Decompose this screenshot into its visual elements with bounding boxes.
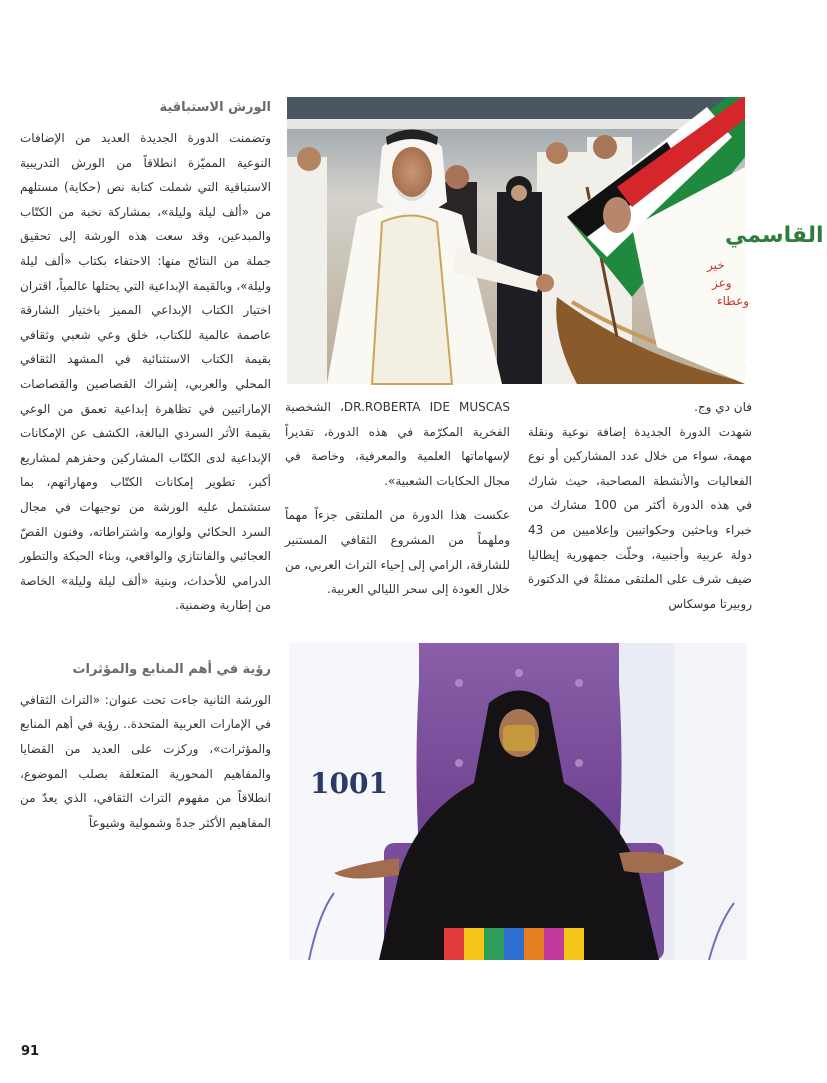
- paragraph-honoree: DR.ROBERTA IDE MUSCAS، الشخصية الفخرية المكرّمة في هذه الدورة، تقديراً لإسهاماتها العلمية والمعرفية، وخاصة في مجال الحكايات الشعبية».: [285, 400, 511, 488]
- paragraph-vision: الورشة الثانية جاءت تحت عنوان: «التراث الثقافي في الإمارات العربية المتحدة.. رؤية في أهم المنابع والمؤثرات»، وركزت على العديد من القضايا والمفاهيم المحورية المتعلقة بصلب الموضوع، انطلاقاً من مفهوم التراث الثقافي، الذي يعدّ من المفاهيم الأكثر جدةً وشمولية وشيوعاً: [20, 692, 271, 830]
- page-number: 91: [21, 1044, 40, 1059]
- flag-text-sub2: وعز: [712, 276, 732, 290]
- section-heading-workshops: الورش الاستباقية: [159, 100, 271, 115]
- banner-logo: 1001: [310, 767, 388, 800]
- paragraph-continuation: فان دي وج.: [694, 400, 752, 414]
- paragraph-reflection: عكست هذا الدورة من الملتقى جزءاً مهماً وملهماً من المشروع الثقافي المستنير للشارقة، الرامي إلى إحياء التراث العربي، من خلال العودة إلى سحر الليالي العربية.: [285, 508, 510, 597]
- text-column-left: [528, 395, 752, 616]
- paragraph-new-session: شهدت الدورة الجديدة إضافة نوعية ونقلة مهمة، سواء من خلال عدد المشاركين أو نوع الفعاليات والأنشطة المصاحبة، حيث شارك في هذه الدورة أكثر من 100 مشارك من خبراء وباحثين وحكواتيين وإعلاميين من 43 دولة عربية وأجنبية، وحلّت جمهورية إيطاليا ضيف شرف على الملتقى ممثلةً في الدكتورة روبيرتا موسكاس: [528, 424, 752, 611]
- section-heading-vision: رؤية في أهم المنابع والمؤثرات: [72, 661, 271, 677]
- flag-text-sub3: وعطاء: [717, 294, 750, 308]
- paragraph-workshops: وتضمنت الدورة الجديدة العديد من الإضافات النوعية المميّزة انطلاقاً من الورش التدريبية الاستباقية التي شملت كتابة نص (حكاية) مستلهم من «ألف ليلة وليلة»، بمشاركة نخبة من الكتّاب والمبدعين، وقد سعت هذه الورشة إلى تحقيق جملة من النتائج منها: الاحتفاء بكتاب «ألف ليلة وليلة»، وبالقيمة الإبداعية التي يحتلها عالمياً، اقتران اختيار الكتاب الإبداعي المميز باختيار الشارقة عاصمة عالمية للكتاب، خلق وعي شعبي وثقافي بقيمة الكتاب الاستثنائية في المشهد الثقافي المحلي والعربي، إشراك القصاصين والقصاصات الإماراتيين في تظاهرة إبداعية تعمق من الوعي بقيمة الأثر السردي البالغة، الكشف عن الإمكانات الإبداعية لدى الكتّاب المشاركين وحفزهم لمشاريع أكبر، تطوير إمكانات الكتّاب ومهاراتهم، بما ستشتمل عليه الورشة من توجيهات في مجال السرد الحكائي ولوازمه واشتراطاته، وفنون القصّ العجائبي والفانتازي والواقعي، وبناء الحبكة والتطور الدرامي للأحداث، وبنية «ألف ليلة وليلة» الخاصة من إطارية وضمنية.: [20, 131, 271, 613]
- flag-text-main: القاسمي: [725, 223, 824, 248]
- photo-storyteller-chair: [289, 643, 747, 960]
- photo-sheikh-ship-model: [287, 97, 824, 384]
- text-column-right: [20, 96, 271, 835]
- text-column-middle: [285, 395, 510, 602]
- flag-text-sub1: خير: [707, 258, 725, 272]
